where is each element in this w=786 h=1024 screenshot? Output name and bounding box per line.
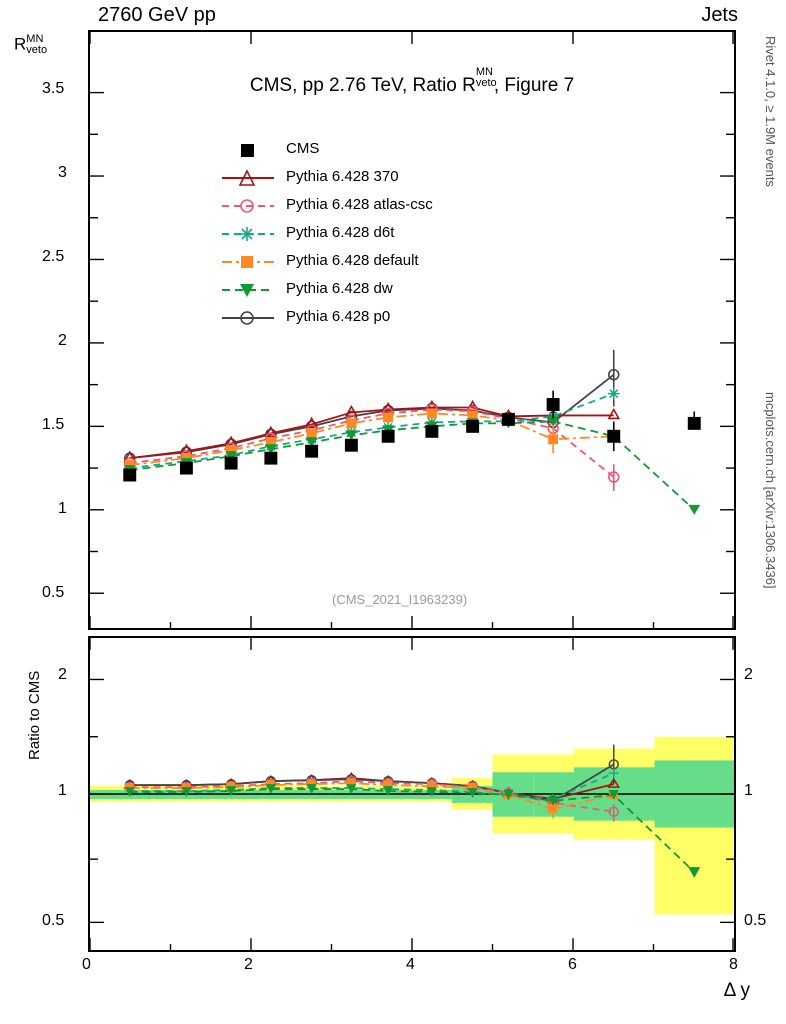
main-ytick-1: 1 <box>58 500 67 517</box>
plot-title-sub: veto <box>475 76 497 89</box>
legend-label-p0: Pythia 6.428 p0 <box>286 308 391 325</box>
xtick-6: 6 <box>568 956 577 973</box>
series-d6t <box>130 394 614 469</box>
ratio-ytick-1-left: 1 <box>58 782 67 799</box>
rivet-version-label: Rivet 4.1.0, ≥ 1.9M events <box>763 36 778 187</box>
legend-label-370: Pythia 6.428 370 <box>286 168 399 185</box>
header-right-label: Jets <box>701 4 738 26</box>
main-y-axis-label-sub: veto <box>26 44 48 56</box>
legend-marker-dw <box>220 276 276 304</box>
ratio-ytick-2-right: 2 <box>744 666 753 683</box>
main-plot-panel <box>88 30 736 630</box>
xtick-0: 0 <box>82 956 91 973</box>
legend-label-atlas-csc: Pythia 6.428 atlas-csc <box>286 196 433 213</box>
main-ytick-1.5: 1.5 <box>42 416 65 433</box>
ratio-ytick-0.5-left: 0.5 <box>42 912 65 929</box>
ratio-y-axis-label: Ratio to CMS <box>26 670 43 760</box>
xtick-4: 4 <box>406 956 415 973</box>
legend-label-dw: Pythia 6.428 dw <box>286 280 393 297</box>
main-y-axis-label <box>14 34 47 56</box>
series-p0 <box>125 350 619 463</box>
xtick-2: 2 <box>244 956 253 973</box>
ratio-plot-panel <box>88 636 736 952</box>
legend-marker-default <box>220 248 276 276</box>
plot-title-post: , Figure 7 <box>493 75 575 96</box>
ratio-plot-canvas <box>90 638 734 950</box>
legend-label-cms: CMS <box>286 140 320 157</box>
legend-marker-atlas-csc <box>220 192 276 220</box>
main-ytick-3: 3 <box>58 164 67 181</box>
xtick-8: 8 <box>729 956 738 973</box>
x-axis-label: Δ y <box>723 980 750 1001</box>
legend-label-d6t: Pythia 6.428 d6t <box>286 224 395 241</box>
legend-marker-d6t <box>220 220 276 248</box>
legend-marker-cms <box>220 136 276 164</box>
plot-title-sup: MN <box>475 65 493 78</box>
main-y-axis-label-text: R <box>14 34 27 54</box>
main-plot-canvas <box>90 32 734 628</box>
main-ytick-0.5: 0.5 <box>42 584 65 601</box>
main-ytick-2: 2 <box>58 332 67 349</box>
ratio-ytick-1-right: 1 <box>744 782 753 799</box>
ratio-ytick-2-left: 2 <box>58 666 67 683</box>
main-y-axis-label-sup: MN <box>26 33 44 45</box>
legend-label-default: Pythia 6.428 default <box>286 252 419 269</box>
legend-marker-370 <box>220 164 276 192</box>
plot-title-pre: CMS, pp 2.76 TeV, Ratio R <box>249 75 476 96</box>
legend-marker-p0 <box>220 304 276 332</box>
main-ytick-2.5: 2.5 <box>42 248 65 265</box>
series-370 <box>125 402 619 462</box>
ratio-ytick-0.5-right: 0.5 <box>744 912 767 929</box>
analysis-watermark: (CMS_2021_I1963239) <box>332 592 468 607</box>
header-left-label: 2760 GeV pp <box>98 4 216 26</box>
mcplots-source-label: mcplots.cern.ch [arXiv:1306.3436] <box>763 392 778 589</box>
main-ytick-3.5: 3.5 <box>42 80 65 97</box>
ratio-uncertainty-bands <box>90 737 734 915</box>
